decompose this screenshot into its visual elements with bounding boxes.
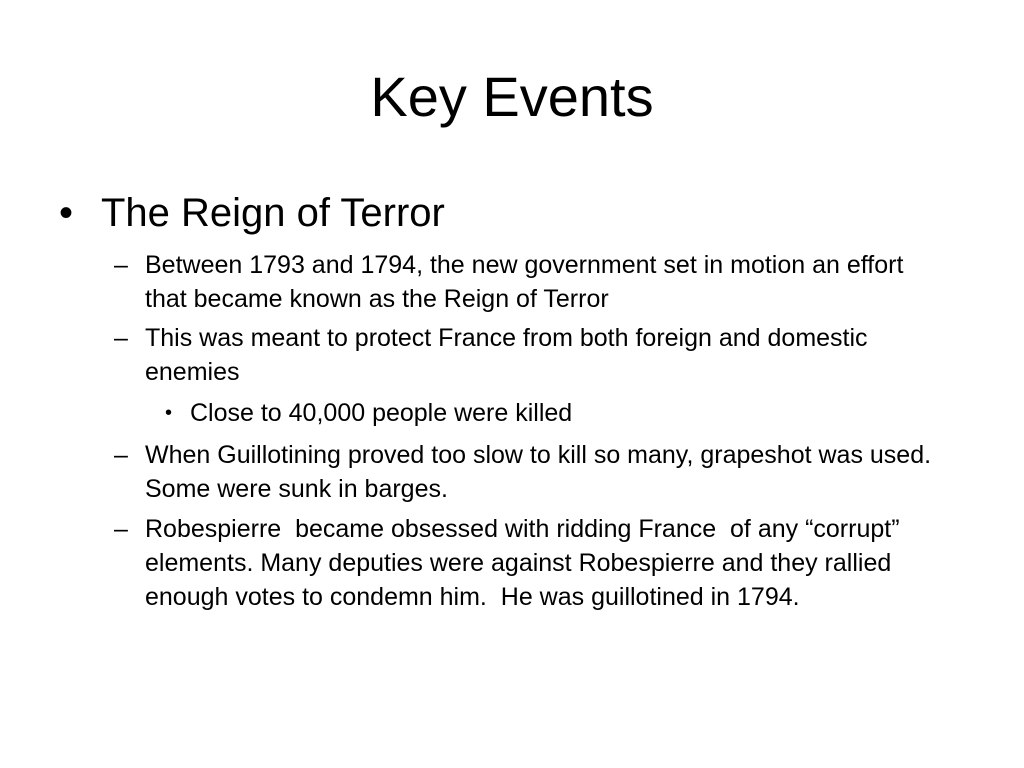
sub-bullet-4 <box>114 512 934 614</box>
sub-bullet-text: Between 1793 and 1794, the new government set in motion an effort that became known as the Reign of Terror <box>145 251 911 313</box>
sub-bullet-text: This was meant to protect France from both foreign and domestic enemies <box>145 324 875 386</box>
bullet-marker: • <box>59 191 74 235</box>
sub-bullet-text: Robespierre became obsessed with ridding France of any “corrupt” elements. Many deputies were against Robespierre and they rallied enough votes to condemn him. He was guillotined in 1794. <box>145 515 907 611</box>
main-bullet-text: The Reign of Terror <box>101 191 445 235</box>
sub-sub-bullet-1 <box>165 396 925 430</box>
sub-bullet-text: When Guillotining proved too slow to kill so many, grapeshot was used. Some were sunk in barges. <box>145 441 939 503</box>
dash-marker: – <box>114 251 128 279</box>
bullet-marker: • <box>165 402 173 424</box>
slide-title: Key Events <box>370 65 654 128</box>
dash-marker: – <box>114 324 128 352</box>
sub-bullet-3 <box>114 438 939 506</box>
sub-sub-bullet-text: Close to 40,000 people were killed <box>190 399 573 427</box>
sub-bullet-2 <box>114 321 934 389</box>
dash-marker: – <box>114 515 128 543</box>
dash-marker: – <box>114 441 128 469</box>
sub-bullet-1 <box>114 248 934 316</box>
main-bullet <box>59 188 959 238</box>
